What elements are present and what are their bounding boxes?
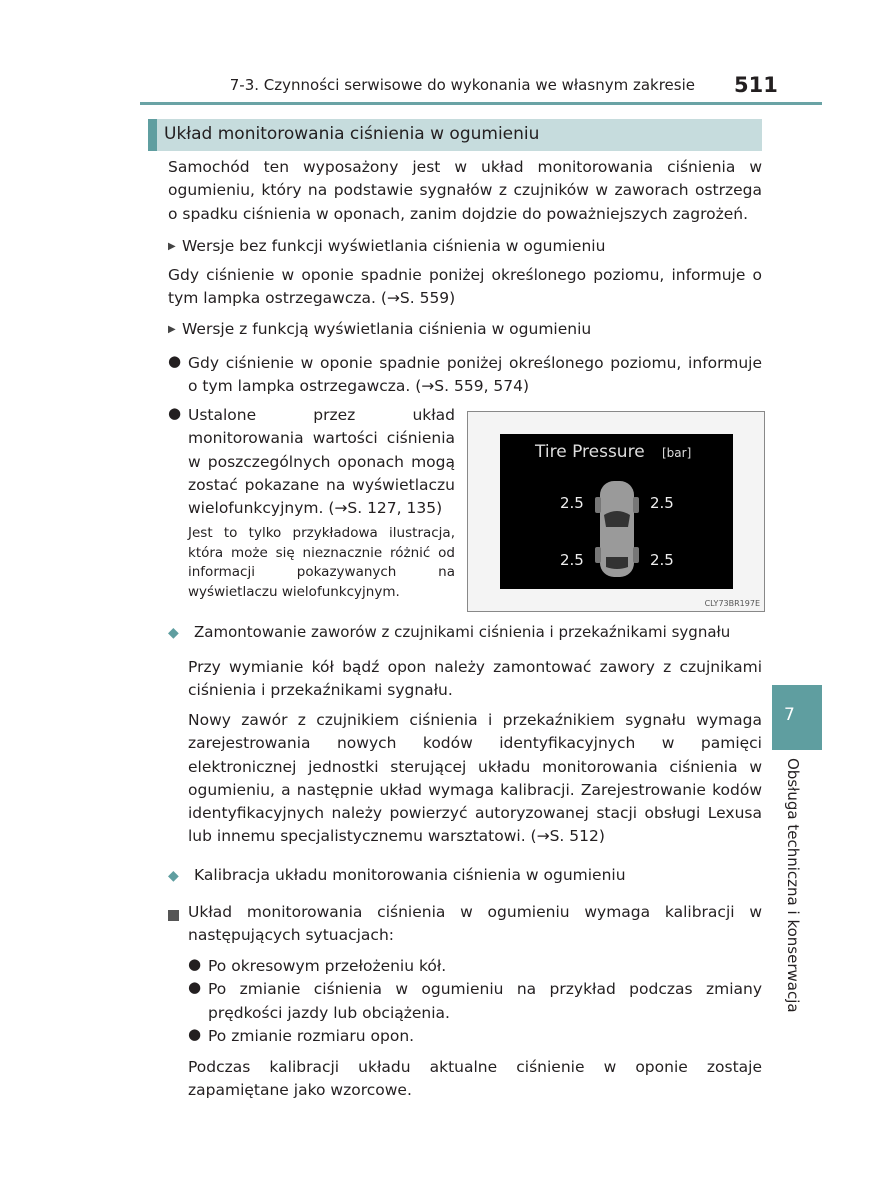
running-header: 7-3. Czynności serwisowe do wykonania we własnym zakresie xyxy=(229,76,695,94)
square-icon xyxy=(168,908,187,926)
section3-paragraph: Podczas kalibracji układu aktualne ciśnienie w oponie zostaje zapamiętane jako wzorcowe. xyxy=(188,1058,762,1100)
section3-subheading xyxy=(168,901,762,948)
list-item xyxy=(188,978,762,1025)
intro-paragraph: Samochód ten wyposażony jest w układ monitorowania ciśnienia w ogumieniu, który na podstawie sygnałów z czujników w zaworach ostrzega o spadku ciśnienia w oponach, zanim dojdzie do poważniejszych zagrożeń. xyxy=(168,158,762,223)
car-top-view-icon xyxy=(592,479,642,579)
triangle-icon: ▶ xyxy=(168,241,176,252)
triangle-icon: ▶ xyxy=(168,324,176,335)
chapter-label: Obsługa techniczna i konserwacja xyxy=(784,758,802,1013)
front-right-pressure: 2.5 xyxy=(650,494,674,512)
display-title: Tire Pressure xyxy=(535,442,645,462)
rear-left-pressure: 2.5 xyxy=(560,551,584,569)
section3-heading-text: Kalibracja układu monitorowania ciśnienia w ogumieniu xyxy=(194,866,626,884)
illustration-note: Jest to tylko przykładowa ilustracja, która może się nieznacznie różnić od informacji pokazywanych na wyświetlaczu wielofunkcyjnym. xyxy=(188,525,455,600)
bullet-item xyxy=(168,352,762,399)
diamond-icon: ◆ xyxy=(168,625,179,641)
variant2-heading-text: Wersje z funkcją wyświetlania ciśnienia w ogumieniu xyxy=(182,320,592,338)
bullet-text: Gdy ciśnienie w oponie spadnie poniżej określonego poziomu, informuje o tym lampka ostrzegawcza. (→S. 559, 574) xyxy=(188,354,762,396)
variant1-heading xyxy=(168,235,762,258)
bullet-icon: ● xyxy=(168,404,182,422)
variant2-heading xyxy=(168,318,762,341)
section-title: Układ monitorowania ciśnienia w ogumieniu xyxy=(164,124,540,144)
display-unit: [bar] xyxy=(662,446,692,460)
list-item xyxy=(188,1025,762,1048)
list-item-text: Po okresowym przełożeniu kół. xyxy=(208,957,447,975)
bullet-icon: ● xyxy=(188,978,202,997)
chapter-tab xyxy=(772,685,822,750)
rear-right-pressure: 2.5 xyxy=(650,551,674,569)
page-number: 511 xyxy=(734,73,778,97)
display-screen xyxy=(500,434,733,589)
section3-heading xyxy=(168,864,768,888)
section2-p1: Przy wymianie kół bądź opon należy zamontować zawory z czujnikami ciśnienia i przekaźnikami sygnału. xyxy=(188,658,762,700)
section2-p2: Nowy zawór z czujnikiem ciśnienia i przekaźnikiem sygnału wymaga zarejestrowania nowych kodów identyfikacyjnych w pamięci elektronicznej jednostki sterującej układu monitorowania ciśnienia w ogumieniu, a następnie układ wymaga kalibracji. Zarejestrowanie kodów identyfikacyjnych należy powierzyć autoryzowanej stacji obsługi Lexusa lub innemu specjalistycznemu warsztatowi. (→S. 512) xyxy=(188,711,762,846)
tire-pressure-figure xyxy=(467,411,765,612)
section2-heading xyxy=(168,621,768,645)
header-rule xyxy=(140,102,822,105)
list-item-text: Po zmianie ciśnienia w ogumieniu na przykład podczas zmiany prędkości jazdy lub obciążenia. xyxy=(208,980,762,1022)
diamond-icon: ◆ xyxy=(168,868,179,884)
bullet-text: Ustalone przez układ monitorowania wartości ciśnienia w poszczególnych oponach mogą zostać pokazane na wyświetlaczu wielofunkcyjnym. (→S. 127, 135) xyxy=(188,406,455,518)
section-title-bar xyxy=(148,119,762,151)
list-item-text: Po zmianie rozmiaru opon. xyxy=(208,1026,415,1045)
bullet-icon: ● xyxy=(168,352,182,370)
bullet-item xyxy=(168,404,455,602)
section3-subheading-text: Układ monitorowania ciśnienia w ogumieniu wymaga kalibracji w następujących sytuacjach: xyxy=(188,903,762,945)
bullet-icon: ● xyxy=(188,1024,202,1043)
title-accent xyxy=(148,119,157,151)
front-left-pressure: 2.5 xyxy=(560,494,584,512)
section2-heading-text: Zamontowanie zaworów z czujnikami ciśnienia i przekaźnikami sygnału xyxy=(194,623,731,641)
variant1-text: Gdy ciśnienie w oponie spadnie poniżej określonego poziomu, informuje o tym lampka ostrzegawcza. (→S. 559) xyxy=(168,266,762,308)
calibration-list xyxy=(188,955,762,1048)
list-item xyxy=(188,955,762,978)
bullet-icon: ● xyxy=(188,955,202,973)
chapter-number: 7 xyxy=(784,705,795,725)
figure-code: CLY73BR197E xyxy=(704,599,760,608)
variant1-heading-text: Wersje bez funkcji wyświetlania ciśnienia w ogumieniu xyxy=(182,237,606,255)
